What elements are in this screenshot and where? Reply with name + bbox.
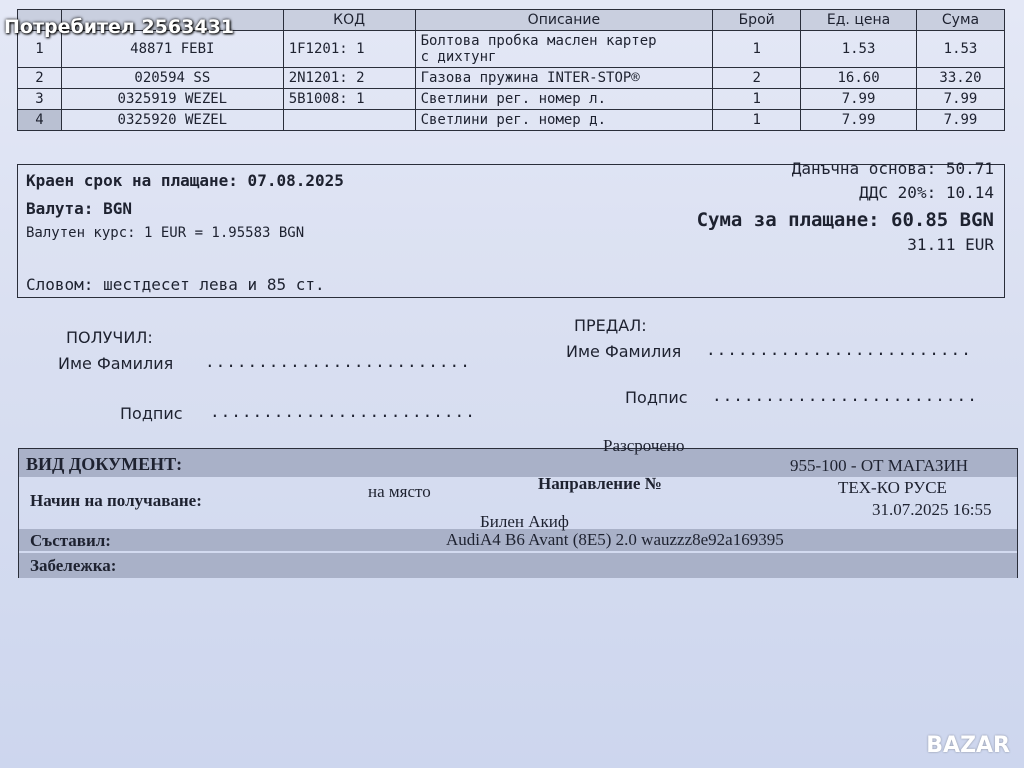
- doc-type-label: ВИД ДОКУМЕНТ:: [26, 454, 183, 474]
- row-number: 3: [18, 89, 62, 110]
- row-article: 0325920 WEZEL: [61, 110, 283, 131]
- row-description: Светлини рег. номер л.: [415, 89, 713, 110]
- row-description-line1: Болтова пробка маслен картер: [420, 33, 657, 49]
- direction-value-line2: ТЕХ-КО РУСЕ: [838, 478, 947, 497]
- row-code: [283, 110, 415, 131]
- row-qty: 1: [713, 89, 801, 110]
- row-qty: 2: [713, 68, 801, 89]
- amount-eur: 31.11 EUR: [907, 235, 994, 254]
- received-name-label: Име Фамилия: [58, 354, 174, 373]
- vat-amount: ДДС 20%: 10.14: [859, 183, 994, 202]
- tax-base: Данъчна основа: 50.71: [791, 159, 994, 178]
- header-description: Описание: [415, 10, 713, 31]
- user-label-overlay: Потребител 2563431: [4, 16, 235, 38]
- row-description: [415, 31, 713, 68]
- row-sum: 7.99: [917, 110, 1005, 131]
- row-article: 020594 SS: [61, 68, 283, 89]
- row-unit-price: 1.53: [801, 31, 917, 68]
- amount-in-words: Словом: шестдесет лева и 85 ст.: [26, 275, 325, 294]
- due-date: Краен срок на плащане: 07.08.2025: [26, 171, 344, 190]
- handed-title: ПРЕДАЛ:: [574, 316, 647, 335]
- handed-name-line: .........................: [706, 340, 972, 359]
- header-qty: Брой: [713, 10, 801, 31]
- doc-type-value: Разсрочено: [603, 436, 685, 455]
- row-article: 48871 FEBI: [61, 31, 283, 68]
- row-number: 2: [18, 68, 62, 89]
- handed-name-label: Име Фамилия: [566, 342, 682, 361]
- received-sign-line: .........................: [210, 402, 476, 421]
- row-description: Газова пружина INTER-STOP®: [415, 68, 713, 89]
- exchange-rate: Валутен курс: 1 EUR = 1.95583 BGN: [26, 225, 305, 241]
- row-description-line2: с дихтунг: [420, 49, 497, 65]
- bazar-logo: BAZAR: [926, 733, 1010, 758]
- receive-label: Начин на получаване:: [30, 491, 202, 510]
- row-unit-price: 16.60: [801, 68, 917, 89]
- table-row: [18, 110, 1005, 131]
- receive-value: на място: [368, 482, 431, 501]
- row-number: 4: [18, 110, 62, 131]
- header-code: КОД: [283, 10, 415, 31]
- row-unit-price: 7.99: [801, 89, 917, 110]
- received-name-line: .........................: [205, 352, 471, 371]
- row-sum: 7.99: [917, 89, 1005, 110]
- row-code: 2N1201: 2: [283, 68, 415, 89]
- note-bar: [19, 553, 1017, 578]
- received-sign-label: Подпис: [120, 404, 183, 423]
- row-sum: 33.20: [917, 68, 1005, 89]
- row-qty: 1: [713, 110, 801, 131]
- row-number: 1: [18, 31, 62, 68]
- row-sum: 1.53: [917, 31, 1005, 68]
- composed-name: Билен Акиф: [480, 512, 569, 531]
- document-datetime: 31.07.2025 16:55: [872, 500, 992, 519]
- handed-sign-line: .........................: [712, 386, 978, 405]
- currency: Валута: BGN: [26, 199, 132, 218]
- received-title: ПОЛУЧИЛ:: [66, 328, 153, 347]
- row-unit-price: 7.99: [801, 110, 917, 131]
- direction-label: Направление №: [538, 474, 662, 493]
- table-row: [18, 89, 1005, 110]
- header-sum: Сума: [917, 10, 1005, 31]
- row-code: 5B1008: 1: [283, 89, 415, 110]
- row-article: 0325919 WEZEL: [61, 89, 283, 110]
- note-label: Забележка:: [30, 556, 117, 575]
- amount-due: Сума за плащане: 60.85 BGN: [696, 209, 994, 231]
- row-description: Светлини рег. номер д.: [415, 110, 713, 131]
- table-row: [18, 68, 1005, 89]
- row-qty: 1: [713, 31, 801, 68]
- note-value: AudiA4 B6 Avant (8E5) 2.0 wauzzz8e92a169395: [446, 530, 784, 549]
- row-code: 1F1201: 1: [283, 31, 415, 68]
- handed-sign-label: Подпис: [625, 388, 688, 407]
- direction-value-line1: 955-100 - ОТ МАГАЗИН: [790, 456, 969, 475]
- header-unit-price: Ед. цена: [801, 10, 917, 31]
- totals-box: [17, 159, 1005, 298]
- composed-label: Съставил:: [30, 531, 111, 550]
